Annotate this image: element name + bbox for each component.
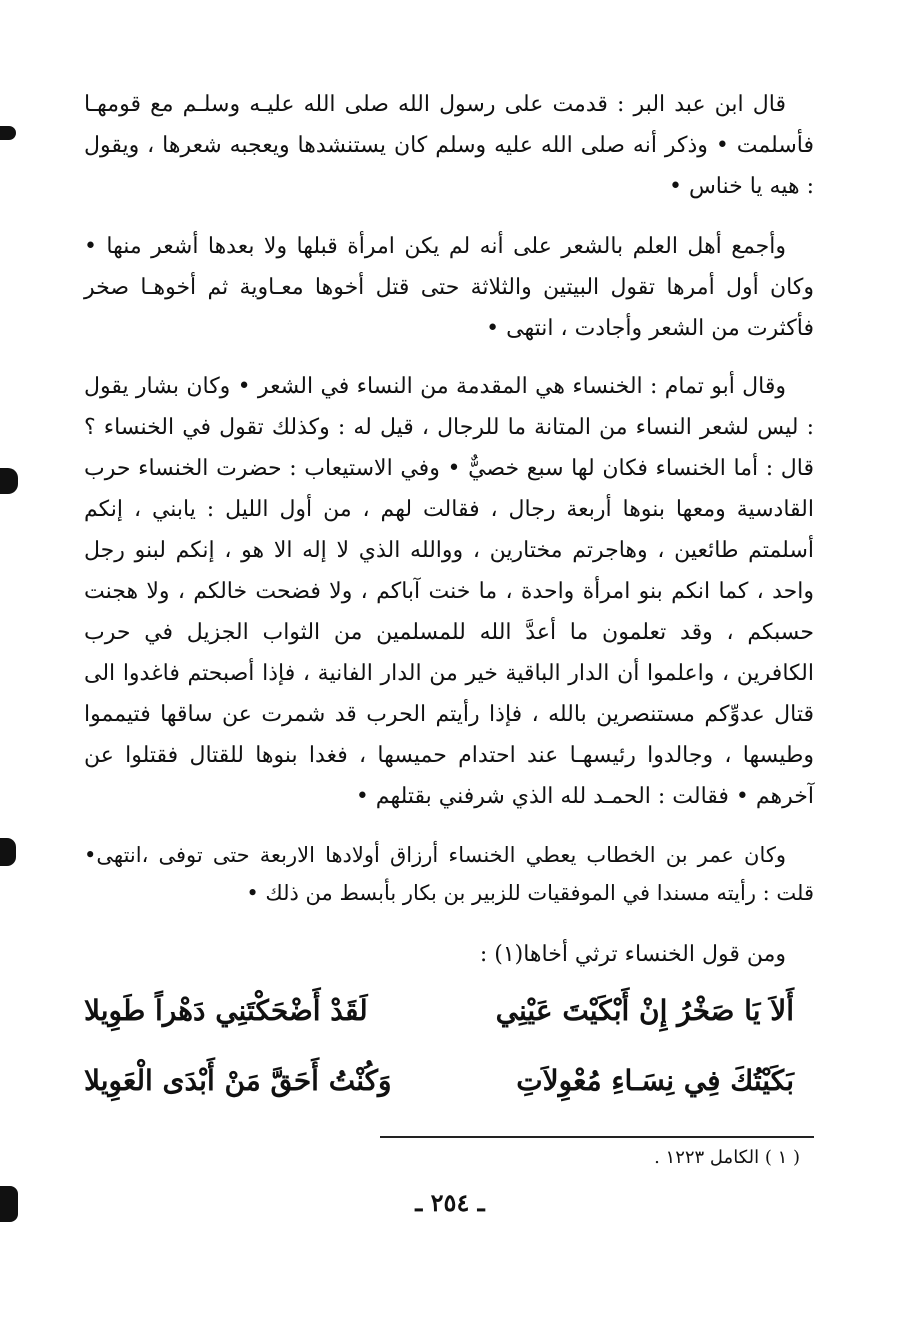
- paragraph-text: قال ابن عبد البر : قدمت على رسول الله صلى الله عليـه وسلـم مع قومهـا فأسلمت • وذكر أنه صلى الله عليه وسلم كان يستنشدها ويعجبه شعرها ، ويقول : هيه يا خناس •: [84, 92, 814, 199]
- footnote-divider: [380, 1136, 814, 1138]
- verse-first-hemistich: بَكَيْتُكَ فِي نِسَـاءِ مُعْوِلاَتِ: [516, 1064, 794, 1097]
- margin-ink-mark: [0, 838, 16, 866]
- paragraph-ibn-abd-al-barr: [84, 84, 814, 207]
- margin-ink-mark: [0, 1186, 18, 1222]
- paragraph-scholars-consensus: [84, 226, 814, 349]
- paragraph-umar-ibn-al-khattab: [84, 836, 814, 912]
- verse-second-hemistich: لَقَدْ أَضْحَكْتَنِي دَهْراً طَوِيلا: [84, 994, 368, 1027]
- footnote: ( ١ ) الكامل ١٢٢٣ .: [654, 1147, 800, 1168]
- verse-second-hemistich: وَكُنْتُ أَحَقَّ مَنْ أَبْدَى الْعَوِيلا: [84, 1064, 392, 1097]
- page-number: ـ ٢٥٤ ـ: [415, 1188, 485, 1217]
- margin-ink-mark: [0, 126, 16, 140]
- paragraph-text: وأجمع أهل العلم بالشعر على أنه لم يكن امرأة قبلها ولا بعدها أشعر منها • وكان أول أمرها تقول البيتين والثلاثة حتى قتل أخوها معـاوية ثم أخوهـا صخر فأكثرت من الشعر وأجادت ، انتهى •: [84, 234, 814, 341]
- paragraph-text: وقال أبو تمام : الخنساء هي المقدمة من النساء في الشعر • وكان بشار يقول : ليس لشعر النساء من المتانة ما للرجال ، قيل له : وكذلك تقول في الخنساء ؟ قال : أما الخنساء فكان لها سبع خصيٌّ • وفي الاستيعاب : حضرت الخنساء حرب القادسية ومعها بنوها أربعة رجال ، فقالت لهم ، من أول الليل : يابني ، إنكم أسلمتم طائعين ، وهاجرتم مختارين ، ووالله الذي لا إله الا هو ، إنكم لبنو رجل واحد ، كما انكم بنو امرأة واحدة ، ما خنت آباكم ، ولا فضحت خالكم ، ولا هجنت حسبكم ، وقد تعلمون ما أعدَّ الله للمسلمين من الثواب الجزيل في حرب الكافرين ، واعلموا أن الدار الباقية خير من الدار الفانية ، فإذا أصبحتم فاغدوا الى قتال عدوِّكم مستنصرين بالله ، فإذا رأيتم الحرب قد شمرت عن ساقها فتيمموا وطيسها ، وجالدوا رئيسهـا عند احتدام حميسها ، فغدا بنوها للقتال فقتلوا عن آخرهم • فقالت : الحمـد لله الذي شرفني بقتلهم •: [84, 374, 814, 809]
- margin-ink-mark: [0, 468, 18, 494]
- poem-intro: [84, 934, 814, 975]
- poem-verse: [84, 994, 794, 1050]
- poem-intro-text: ومن قول الخنساء ترثي أخاها(١) :: [479, 942, 786, 967]
- paragraph-text: وكان عمر بن الخطاب يعطي الخنساء أرزاق أولادها الاربعة حتى توفى ،انتهى• قلت : رأيته مسندا في الموفقيات للزبير بن بكار بأبسط من ذلك •: [84, 843, 814, 905]
- poem-verse: [84, 1064, 794, 1120]
- paragraph-abu-tammam: [84, 366, 814, 817]
- verse-first-hemistich: أَلاَ يَا صَخْرُ إِنْ أَبْكَيْتَ عَيْنِي: [495, 994, 794, 1027]
